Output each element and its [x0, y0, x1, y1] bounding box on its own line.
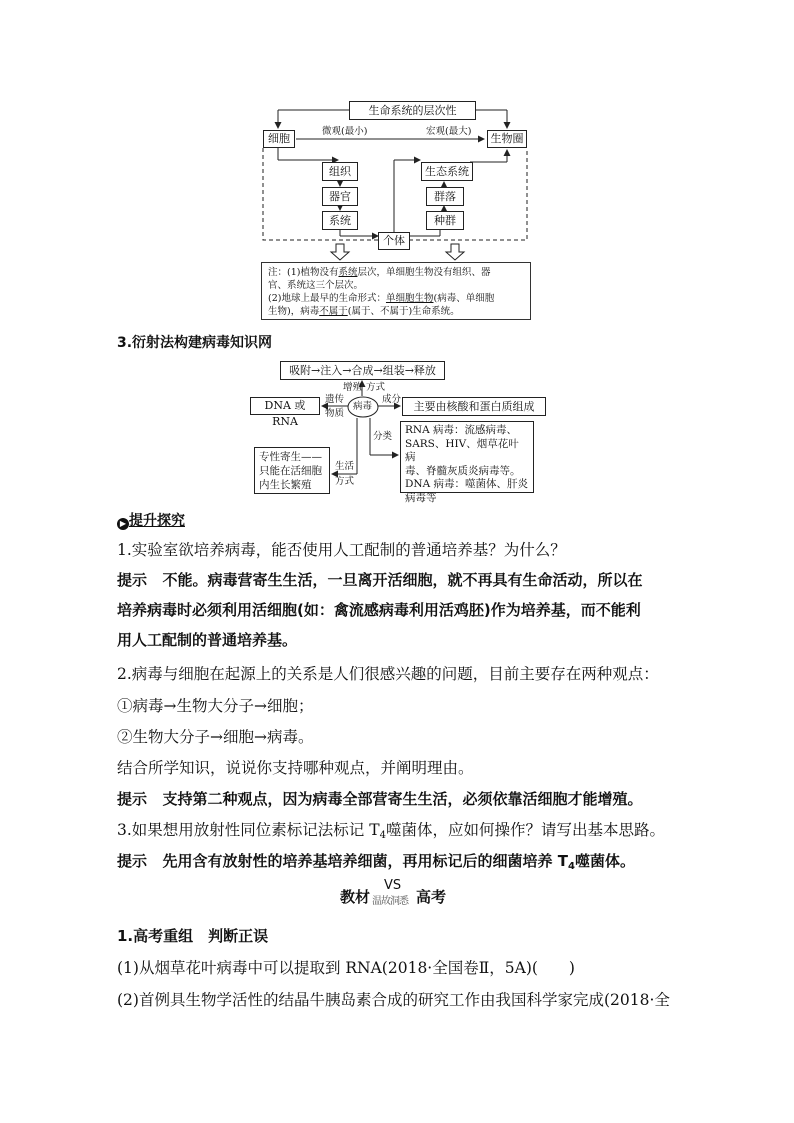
method-label: 方式 — [366, 382, 386, 393]
proliferation-label: 增殖 — [343, 382, 363, 393]
question-2-view-2: ②生物大分子→细胞→病毒。 — [117, 728, 314, 746]
question-2-line-1: 2.病毒与细胞在起源上的关系是人们很感兴趣的问题，目前主要存在两种观点： — [117, 665, 659, 683]
genetic-label: 遗传 — [325, 394, 345, 405]
level-community: 群落 — [426, 187, 464, 206]
level-tissue: 组织 — [322, 162, 358, 181]
classification-label: 分类 — [373, 431, 393, 442]
life-method-label: 方式 — [335, 476, 355, 487]
question-3: 3.如果想用放射性同位素标记法标记 $T_4$噬菌体，应如何操作？请写出基本思路。 — [117, 821, 665, 841]
cell-box: 细胞 — [263, 130, 295, 148]
virus-network-lines — [0, 0, 794, 500]
parasite-box: 专性寄生—— 只能在活细胞 内生长繁殖 — [254, 447, 330, 494]
material-label: 物质 — [325, 408, 345, 419]
answer-1-line-2: 培养病毒时必须利用活细胞(如：禽流感病毒利用活鸡胚)作为培养基，而不能利 — [117, 601, 641, 619]
biosphere-box: 生物圈 — [487, 130, 527, 148]
exam-title: 1.高考重组 判断正误 — [117, 927, 269, 945]
hierarchy-note: 注：(1)植物没有系统层次，单细胞生物没有组织、器 官、系统这三个层次。 (2)地球上最早的生命形式：单细胞生物(病毒、单细胞 生物)，病毒不属于(属于、不属于)生命系统。 — [261, 262, 531, 320]
classification-box: RNA 病毒：流感病毒、 SARS、HIV、烟草花叶病 毒、脊髓灰质炎病毒等。 DNA 病毒：噬菌体、肝炎 病毒等 — [400, 421, 534, 493]
level-population: 种群 — [426, 211, 464, 230]
question-1: 1.实验室欲培养病毒，能否使用人工配制的普通培养基？为什么？ — [117, 541, 566, 559]
level-system: 系统 — [322, 211, 358, 230]
explore-header: ▶ 提升探究 — [117, 510, 185, 530]
dna-rna-box: DNA 或 RNA — [250, 397, 320, 415]
life-label: 生活 — [335, 461, 355, 472]
exam-item-1: (1)从烟草花叶病毒中可以提取到 RNA(2018·全国卷Ⅱ，5A)( ) — [117, 959, 575, 977]
level-ecosystem: 生态系统 — [421, 162, 473, 181]
question-2-line-4: 结合所学知识，说说你支持哪种观点，并阐明理由。 — [117, 759, 474, 777]
hint-label: 提示 — [117, 571, 148, 589]
composition-label: 成分 — [382, 394, 402, 405]
answer-2: 提示 支持第二种观点，因为病毒全部营寄生生活，必须依靠活细胞才能增殖。 — [117, 790, 643, 808]
textbook-vs-exam-banner: 教材 VS 温故洞悉 高考 — [340, 878, 447, 907]
level-individual: 个体 — [378, 232, 410, 250]
diagram-title: 生命系统的层次性 — [349, 101, 476, 120]
section3-title: 3.衍射法构建病毒知识网 — [117, 335, 273, 351]
composition-box: 主要由核酸和蛋白质组成 — [402, 397, 546, 416]
level-organ: 器官 — [322, 187, 358, 206]
question-2-view-1: ①病毒→生物大分子→细胞； — [117, 697, 314, 715]
process-box: 吸附→注入→合成→组装→释放 — [280, 361, 445, 380]
play-circle-icon: ▶ — [117, 518, 129, 530]
exam-item-2: (2)首例具生物学活性的结晶牛胰岛素合成的研究工作由我国科学家完成(2018·全 — [117, 991, 670, 1009]
answer-1-line-1: 提示 不能。病毒营寄生生活，一旦离开活细胞，就不再具有生命活动，所以在 — [117, 571, 643, 589]
macro-label: 宏观(最大) — [426, 126, 472, 137]
virus-label: 病毒 — [353, 401, 373, 412]
micro-label: 微观(最小) — [322, 126, 368, 137]
answer-3: 提示 先用含有放射性的培养基培养细菌，再用标记后的细菌培养 $T_4$噬菌体。 — [117, 852, 635, 872]
answer-1-line-3: 用人工配制的普通培养基。 — [117, 631, 298, 649]
